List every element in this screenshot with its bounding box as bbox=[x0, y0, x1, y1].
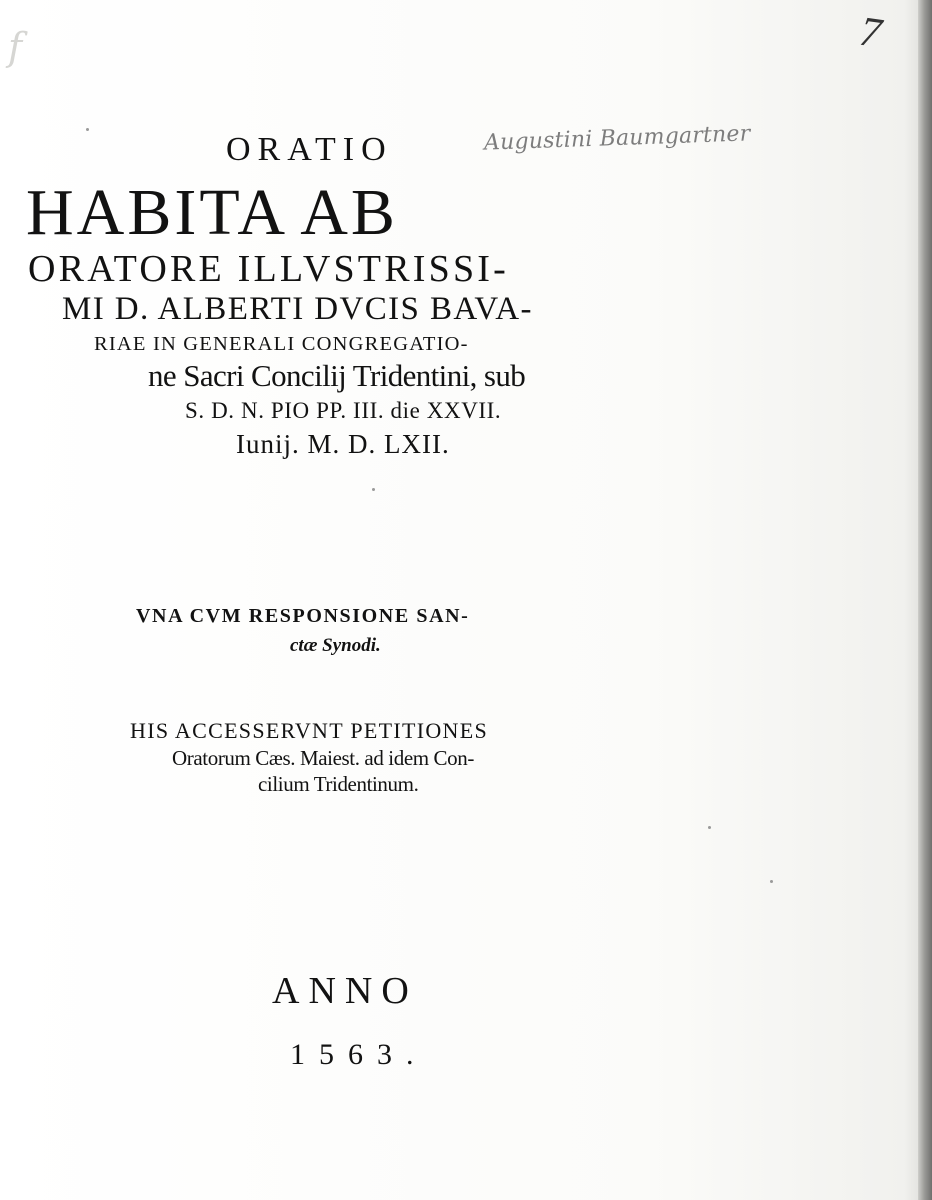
faint-pencil-mark: f bbox=[8, 25, 23, 69]
addendum-responsione-line-1: VNA CVM RESPONSIONE SAN- bbox=[136, 605, 470, 627]
addendum-petitiones-line-3: cilium Tridentinum. bbox=[258, 772, 419, 796]
handwritten-page-number: 7 bbox=[856, 8, 885, 58]
addendum-petitiones-line-2: Oratorum Cæs. Maiest. ad idem Con- bbox=[172, 746, 474, 770]
title-line-bavariae: RIAE IN GENERALI CONGREGATIO- bbox=[94, 333, 469, 355]
title-line-date: Iunij. M. D. LXII. bbox=[236, 429, 450, 459]
ink-speck bbox=[372, 488, 375, 491]
addendum-responsione-line-2: ctæ Synodi. bbox=[290, 635, 381, 656]
title-line-oratore: ORATORE ILLVSTRISSI- bbox=[28, 248, 509, 290]
title-line-pio: S. D. N. PIO PP. III. die XXVII. bbox=[185, 398, 502, 423]
imprint-anno: ANNO bbox=[272, 970, 418, 1012]
addendum-petitiones-line-1: HIS ACCESSERVNT PETITIONES bbox=[130, 718, 488, 743]
ink-speck bbox=[708, 826, 711, 829]
page-binding-edge bbox=[918, 0, 932, 1200]
title-line-alberti: MI D. ALBERTI DVCIS BAVA- bbox=[62, 291, 533, 327]
title-line-habita-ab: HABITA AB bbox=[26, 176, 398, 249]
title-line-oratio: ORATIO bbox=[226, 131, 393, 168]
handwritten-owner-inscription: Augustini Baumgartner bbox=[483, 121, 751, 156]
title-line-concilij: ne Sacri Concilij Tridentini, sub bbox=[148, 358, 526, 393]
ink-speck bbox=[86, 128, 89, 131]
ink-speck bbox=[770, 880, 773, 883]
imprint-year: 1563. bbox=[290, 1038, 428, 1071]
